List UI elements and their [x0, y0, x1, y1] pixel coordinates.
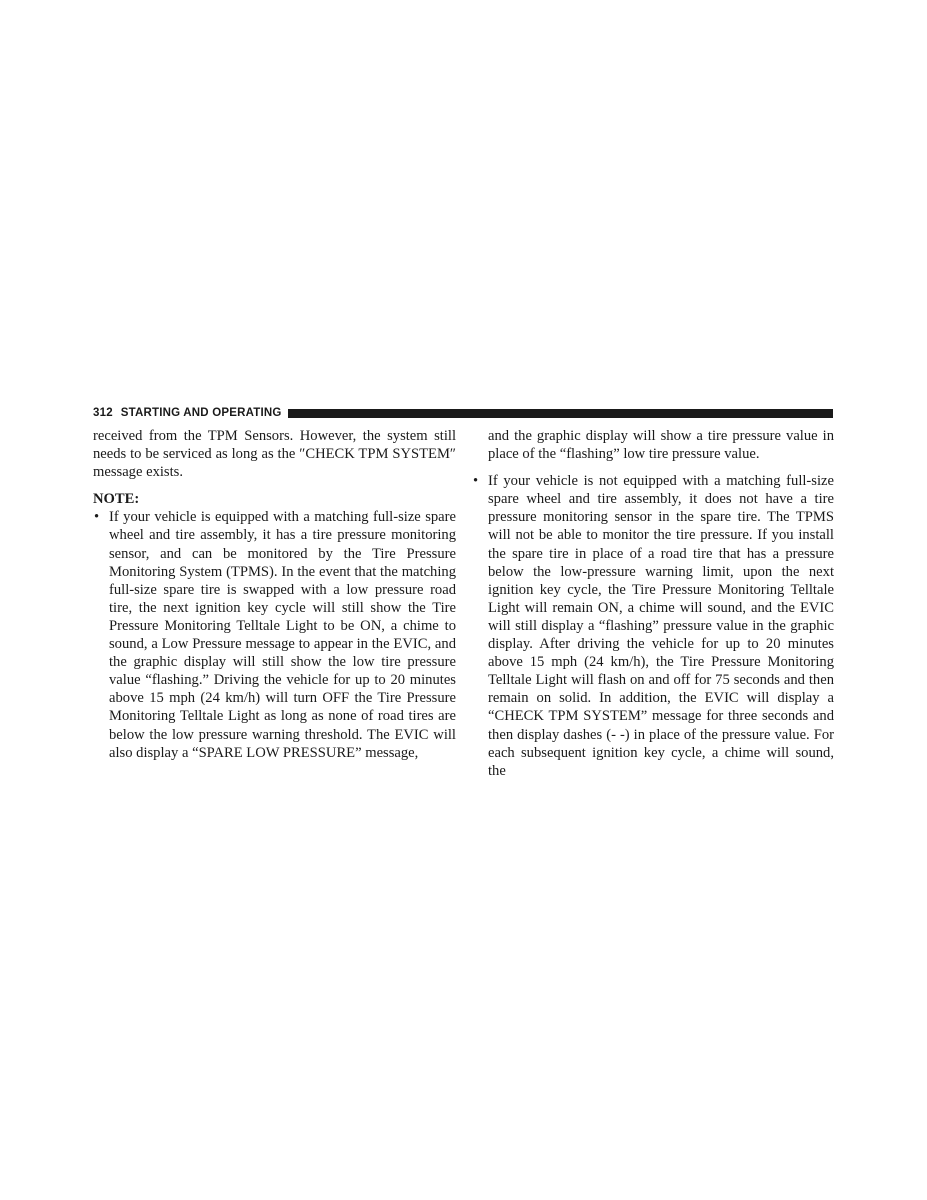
header-rule	[288, 409, 833, 418]
bullet-item	[93, 508, 456, 761]
bullet-icon: •	[94, 509, 100, 526]
right-column	[472, 427, 834, 780]
continuation-paragraph: received from the TPM Sensors. However, the system still needs to be serviced as long as the ″CHECK TPM SYSTEM″ message exists.	[93, 428, 456, 481]
page-number: 312	[93, 407, 113, 419]
bullet-icon: •	[473, 473, 479, 490]
page-header	[93, 405, 833, 421]
section-title: STARTING AND OPERATING	[120, 407, 282, 419]
bullet-continuation: and the graphic display will show a tire pressure value in place of the “flashing” low tire pressure value.	[488, 428, 834, 463]
bullet-text: If your vehicle is not equipped with a matching full-size spare wheel and tire assembly, it does not have a tire pressure monitoring sensor in the spare tire. The TPMS will not be able to monitor the tire pressure. If you install the spare tire in place of a road tire that has a pressure below the low-pressure warning limit, upon the next ignition key cycle, the Tire Pressure Monitoring Telltale Light will remain ON, a chime will sound, and the EVIC will still display a “flashing” pressure value in the graphic display. After driving the vehicle for up to 20 minutes above 15 mph (24 km/h), the Tire Pressure Monitoring Telltale Light will flash on and off for 75 seconds and then remain on solid. In addition, the EVIC will display a “CHECK TPM SYSTEM” message for three seconds and then display dashes (- -) in place of the pressure value. For each subsequent ignition key cycle, a chime will sound, the	[488, 473, 834, 779]
bullet-text: If your vehicle is equipped with a matching full-size spare wheel and tire assembly, it has a tire pressure monitoring sensor, and can be monitored by the Tire Pressure Monitoring System (TPMS). In the event that the matching full-size spare tire is swapped with a low pressure road tire, the next ignition key cycle will still show the Tire Pressure Monitoring Telltale Light to be ON, a chime to sound, a Low Pressure message to appear in the EVIC, and the graphic display will still show the low tire pressure value “flashing.” Driving the vehicle for up to 20 minutes above 15 mph (24 km/h) will turn OFF the Tire Pressure Monitoring Telltale Light as long as none of road tires are below the low pressure warning threshold. The EVIC will also display a “SPARE LOW PRESSURE” message,	[109, 509, 456, 761]
left-column	[93, 427, 456, 762]
note-label: NOTE:	[93, 491, 140, 508]
bullet-item	[472, 472, 834, 780]
